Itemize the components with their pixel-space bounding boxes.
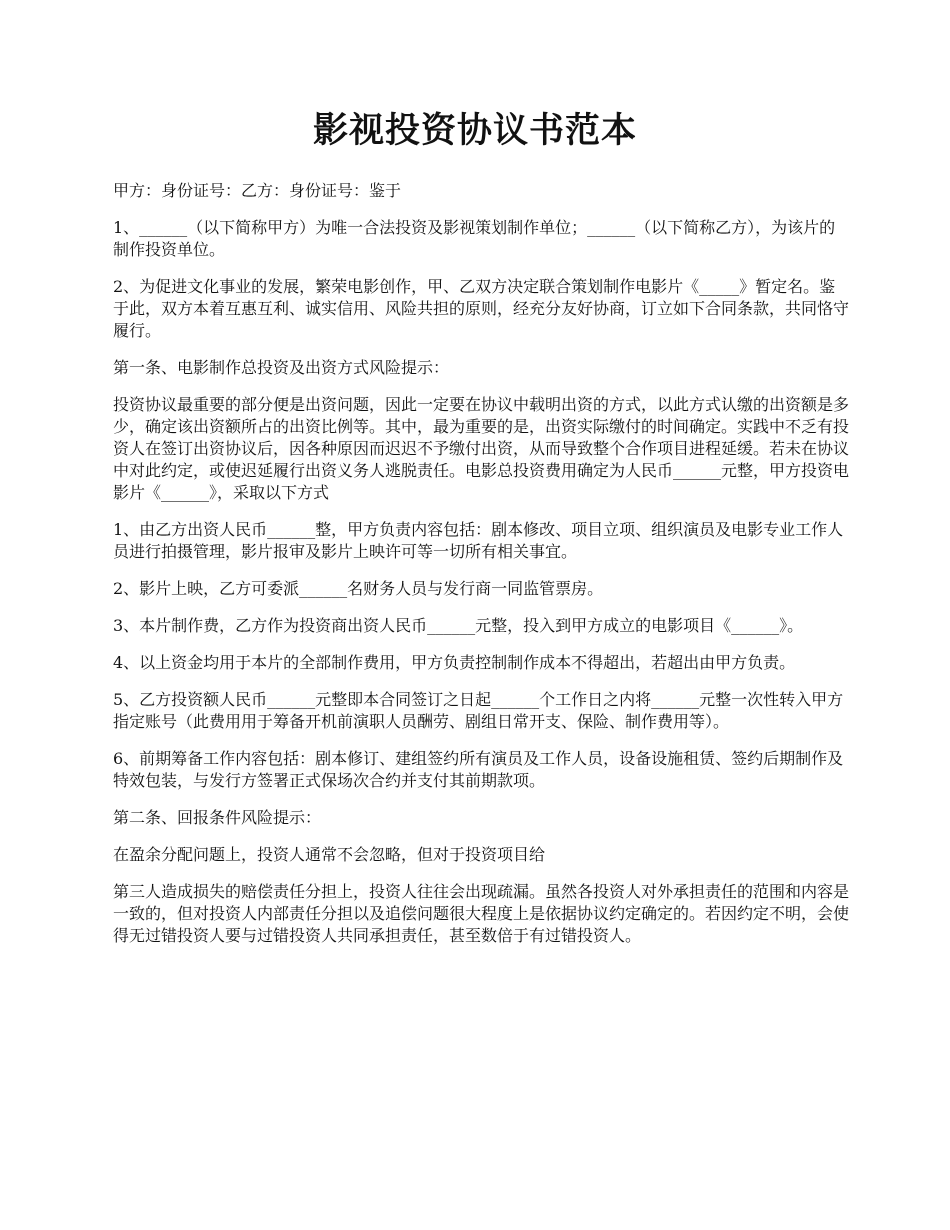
paragraph-profit-distribution: 在盈余分配问题上，投资人通常不会忽略，但对于投资项目给 <box>113 845 546 864</box>
section-heading-article-2: 第二条、回报条件风险提示： <box>113 808 322 827</box>
paragraph-liability: 第三人造成损失的赔偿责任分担上，投资人往往会出现疏漏。虽然各投资人对外承担责任的范围和内容是一致的，但对投资人内部责任分担以及追偿问题很大程度上是依据协议约定确定的。若因约定不明，会使得无过错投资人要与过错投资人共同承担责任，甚至数倍于有过错投资人。 <box>113 882 850 945</box>
paragraph-item-5: 5、乙方投资额人民币______元整即本合同签订之日起______个工作日之内将______元整一次性转入甲方指定账号（此费用用于筹备开机前演职人员酬劳、剧组日常开支、保险、制作费用等）。 <box>113 690 844 731</box>
paragraph-item-1: 1、由乙方出资人民币______整，甲方负责内容包括：剧本修改、项目立项、组织演员及电影专业工作人员进行拍摄管理，影片报审及影片上映许可等一切所有相关事宜。 <box>113 520 844 561</box>
paragraph-item-6: 6、前期筹备工作内容包括：剧本修订、建组签约所有演员及工作人员，设备设施租赁、签约后期制作及特效包装，与发行方签署正式保场次合约并支付其前期款项。 <box>113 749 844 790</box>
paragraph-item-3: 3、本片制作费，乙方作为投资商出资人民币______元整，投入到甲方成立的电影项目《______》。 <box>113 616 804 635</box>
paragraph-investment-notes: 投资协议最重要的部分便是出资问题，因此一定要在协议中载明出资的方式，以此方式认缴的出资额是多少，确定该出资额所占的出资比例等。其中，最为重要的是，出资实际缴付的时间确定。实践中不乏有投资人在签订出资协议后，因各种原因而迟迟不予缴付出资，从而导致整个合作项目进程延缓。若未在协议中对此约定，或使迟延履行出资义务人逃脱责任。电影总投资费用确定为人民币______元整，甲方投资电影片《______》，采取以下方式 <box>113 395 850 502</box>
paragraph-item-4: 4、以上资金均用于本片的全部制作费用，甲方负责控制制作成本不得超出，若超出由甲方负责。 <box>113 653 796 672</box>
paragraph-clause-1: 1、______（以下简称甲方）为唯一合法投资及影视策划制作单位；______（以下简称乙方），为该片的制作投资单位。 <box>113 218 836 259</box>
document-title: 影视投资协议书范本 <box>312 110 637 151</box>
paragraph-clause-2: 2、为促进文化事业的发展，繁荣电影创作，甲、乙双方决定联合策划制作电影片《_____》暂定名。鉴于此，双方本着互惠互利、诚实信用、风险共担的原则，经充分友好协商，订立如下合同条款，共同恪守履行。 <box>113 277 850 340</box>
section-heading-article-1: 第一条、电影制作总投资及出资方式风险提示： <box>113 358 450 377</box>
document-body <box>113 180 849 962</box>
paragraph-item-2: 2、影片上映，乙方可委派______名财务人员与发行商一同监管票房。 <box>113 579 604 598</box>
paragraph-parties: 甲方：身份证号：乙方：身份证号：鉴于 <box>113 181 402 200</box>
